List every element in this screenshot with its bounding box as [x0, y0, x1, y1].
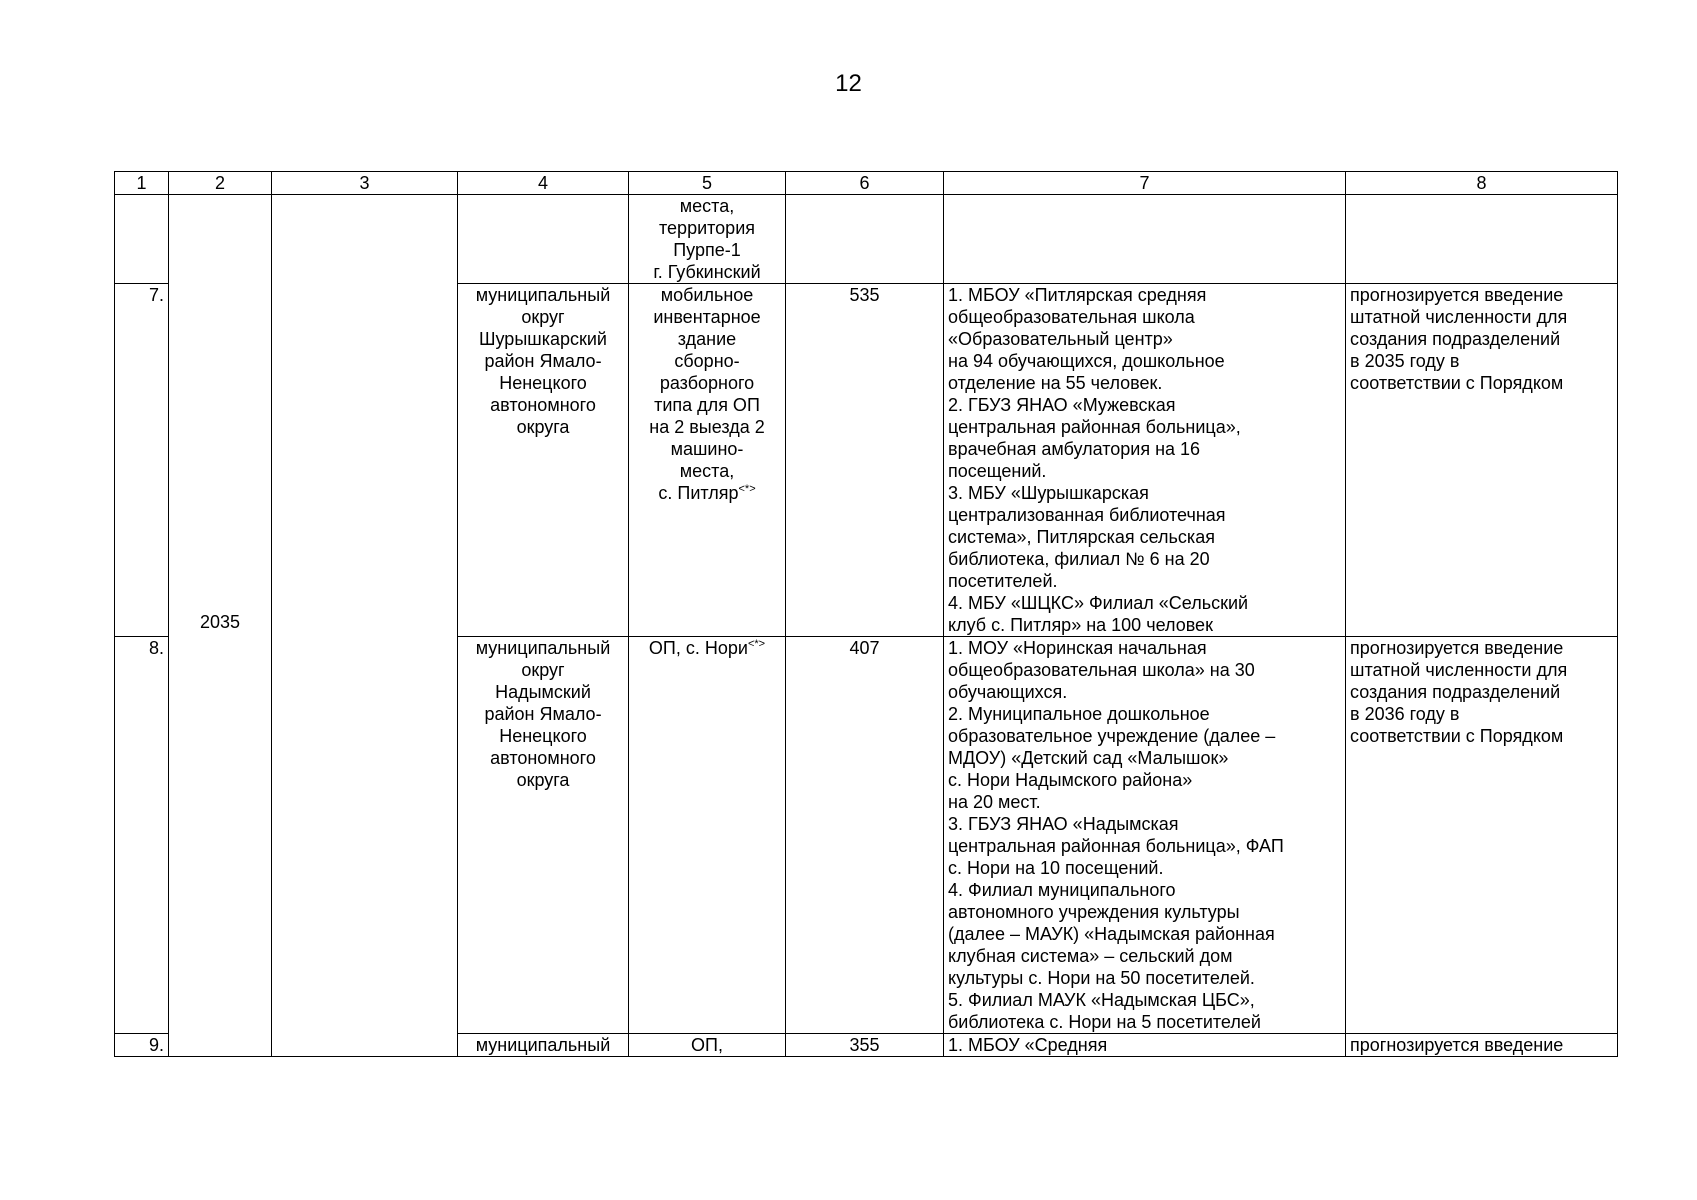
object-cell: [629, 637, 786, 1034]
year-cell: [169, 195, 272, 1057]
municipality-cell: муниципальный округ Шурышкарский район Ямало- Ненецкого автономного округа: [458, 284, 629, 637]
note-cell: [1346, 195, 1618, 284]
object-cell: ОП,: [629, 1034, 786, 1057]
value-cell: 407: [786, 637, 944, 1034]
column-header: 5: [629, 172, 786, 195]
column-header: 7: [944, 172, 1346, 195]
row-number-cell: 7.: [115, 284, 169, 637]
page-number: 12: [835, 70, 862, 97]
column-header: 4: [458, 172, 629, 195]
footnote-mark: <*>: [738, 483, 756, 495]
row-number-cell: 9.: [115, 1034, 169, 1057]
column-header: 6: [786, 172, 944, 195]
object-cell: места, территория Пурпе-1 г. Губкинский: [629, 195, 786, 284]
institutions-cell: 1. МБОУ «Питлярская средняя общеобразовательная школа «Образовательный центр» на 94 обучающихся, дошкольное отделение на 55 человек. 2. ГБУЗ ЯНАО «Мужевская центральная районная больница», врачебная амбулатория на 16 посещений. 3. МБУ «Шурышкарская централизованная библиотечная система», Питлярская сельская библиотека, филиал № 6 на 20 посетителей. 4. МБУ «ШЦКС» Филиал «Сельский клуб с. Питляр» на 100 человек: [944, 284, 1346, 637]
header-row: [115, 172, 1618, 195]
column-header: 8: [1346, 172, 1618, 195]
footnote-mark: <*>: [747, 638, 766, 650]
row-number-cell: 8.: [115, 637, 169, 1034]
institutions-cell: [944, 195, 1346, 284]
value-cell: 355: [786, 1034, 944, 1057]
note-cell: прогнозируется введение штатной численности для создания подразделений в 2035 году в соответствии с Порядком: [1346, 284, 1618, 637]
year-value: 2035: [199, 612, 241, 632]
institutions-cell: 1. МБОУ «Средняя: [944, 1034, 1346, 1057]
note-cell: прогнозируется введение: [1346, 1034, 1618, 1057]
note-cell: прогнозируется введение штатной численности для создания подразделений в 2036 году в соответствии с Порядком: [1346, 637, 1618, 1034]
municipality-cell: муниципальный: [458, 1034, 629, 1057]
municipality-cell: муниципальный округ Надымский район Ямало- Ненецкого автономного округа: [458, 637, 629, 1034]
value-cell: [786, 195, 944, 284]
institutions-cell: 1. МОУ «Норинская начальная общеобразовательная школа» на 30 обучающихся. 2. Муниципальное дошкольное образовательное учреждение (далее – МДОУ) «Детский сад «Малышок» с. Нори Надымского района» на 20 мест. 3. ГБУЗ ЯНАО «Надымская центральная районная больница», ФАП с. Нори на 10 посещений. 4. Филиал муниципального автономного учреждения культуры (далее – МАУК) «Надымская районная клубная система» – сельский дом культуры с. Нори на 50 посетителей. 5. Филиал МАУК «Надымская ЦБС», библиотека с. Нори на 5 посетителей: [944, 637, 1346, 1034]
object-text: мобильное инвентарное здание сборно- разборного типа для ОП на 2 выезда 2 машино- места, с. Питляр: [649, 285, 765, 503]
municipality-cell: [458, 195, 629, 284]
column-header: 3: [272, 172, 458, 195]
row-number-cell: [115, 195, 169, 284]
data-table: [114, 171, 1618, 1057]
value-cell: 535: [786, 284, 944, 637]
object-cell: [629, 284, 786, 637]
column-3-cell: [272, 195, 458, 1057]
object-text: ОП, с. Нори: [648, 638, 748, 658]
column-header: 2: [169, 172, 272, 195]
table-row: [115, 195, 1618, 284]
column-header: 1: [115, 172, 169, 195]
